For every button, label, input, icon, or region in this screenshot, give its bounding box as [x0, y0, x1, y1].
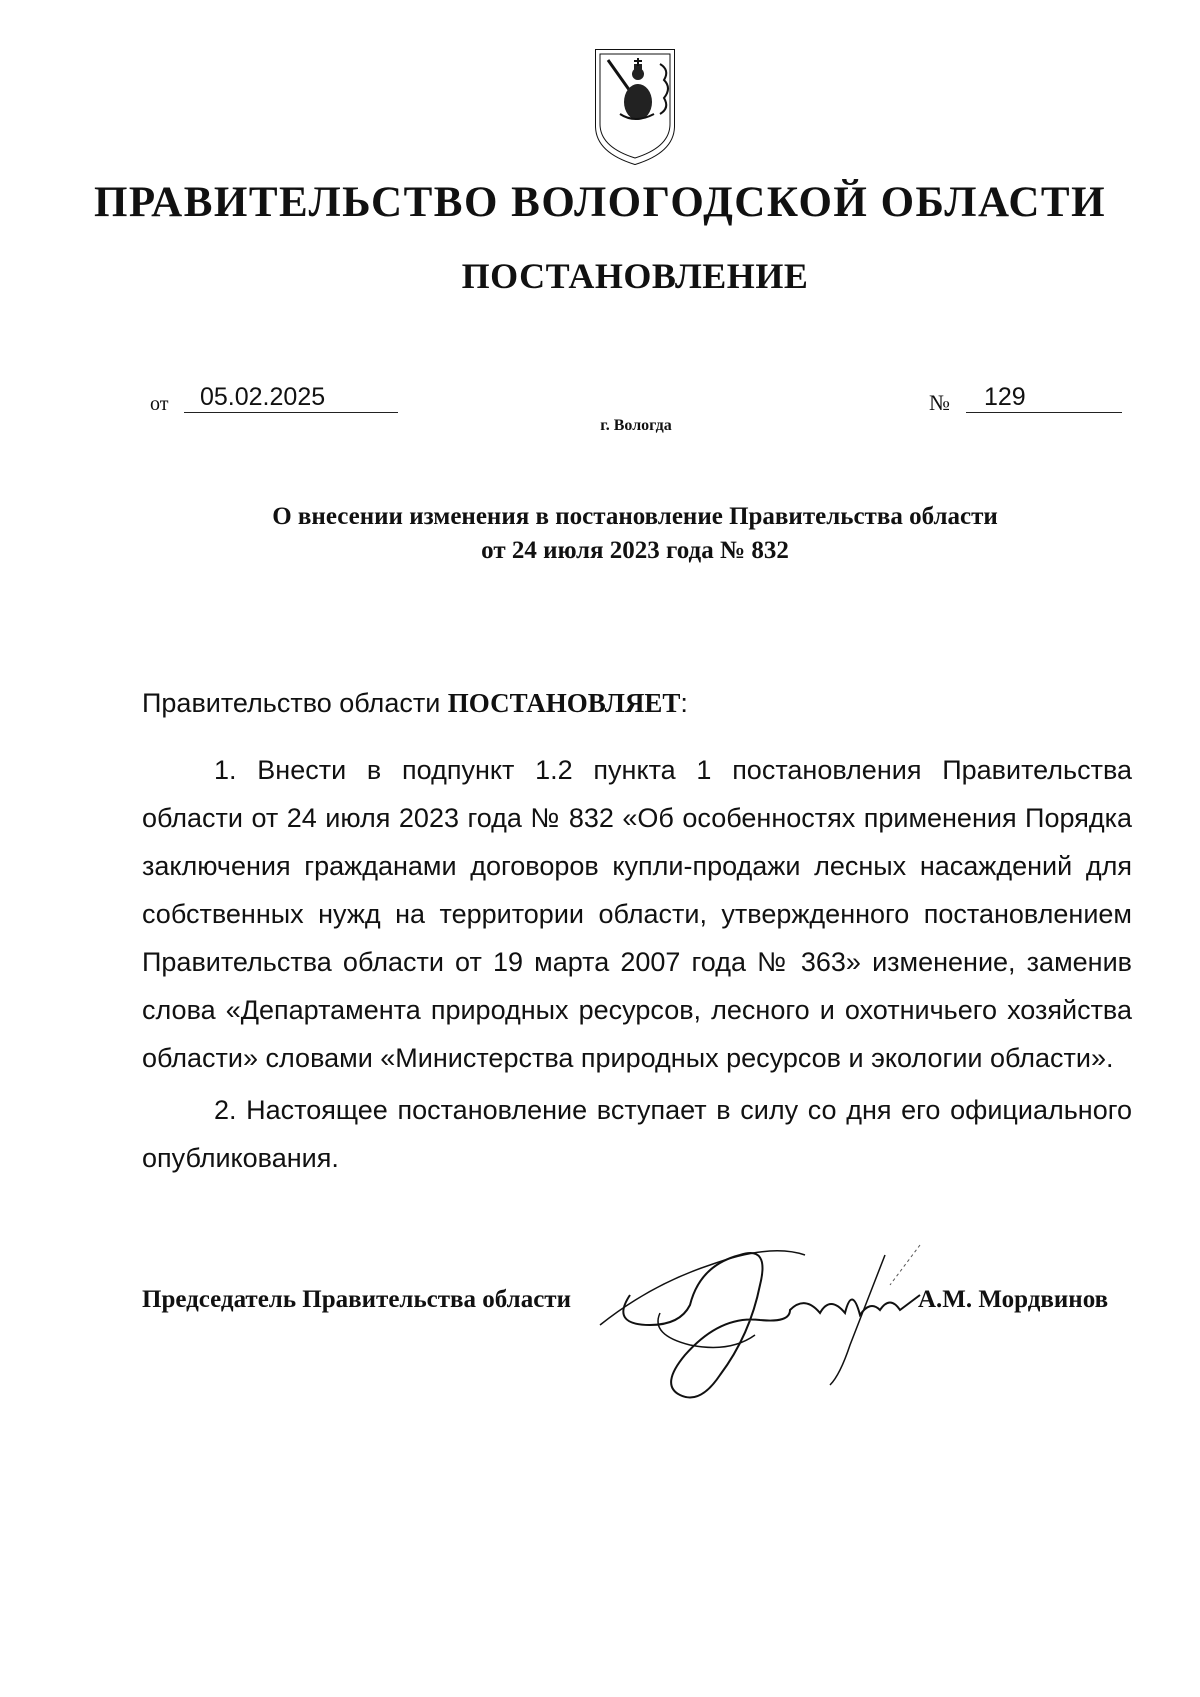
subject-line-1: О внесении изменения в постановление Правительства области — [272, 503, 998, 530]
paragraph-2: 2. Настоящее постановление вступает в силу со дня его официального опубликования. — [142, 1095, 1132, 1173]
paragraph-1: 1. Внести в подпункт 1.2 пункта 1 постановления Правительства области от 24 июля 2023 года № 832 «Об особенностях применения Порядка заключения гражданами договоров купли-продажи лесных насаждений для собственных нужд на территории области, утвержденного постановлением Правительства области от 19 марта 2007 года № 363» изменение, заменив слова «Департамента природных ресурсов, лесного и охотничьего хозяйства области» словами «Министерства природных ресурсов и экологии области». — [142, 755, 1132, 1073]
government-title: ПРАВИТЕЛЬСТВО ВОЛОГОДСКОЙ ОБЛАСТИ — [93, 179, 1107, 226]
number-label: № — [929, 390, 950, 415]
signatory-position: Председатель Правительства области — [142, 1286, 571, 1313]
resolution-intro — [142, 688, 1132, 719]
handwritten-signature-icon — [590, 1225, 950, 1415]
intro-bold: ПОСТАНОВЛЯЕТ — [447, 688, 681, 718]
number-underline — [966, 412, 1122, 413]
document-date: 05.02.2025 — [200, 383, 326, 411]
document-subject — [140, 500, 1130, 568]
document-type: ПОСТАНОВЛЕНИЕ — [461, 256, 809, 296]
signatory-name: А.М. Мордвинов — [918, 1286, 1109, 1313]
date-label: от — [150, 393, 169, 415]
intro-text: Правительство области — [142, 688, 448, 718]
intro-colon: : — [680, 688, 688, 718]
subject-line-2: от 24 июля 2023 года № 832 — [481, 537, 789, 564]
document-number: 129 — [984, 383, 1026, 411]
city: г. Вологда — [600, 417, 672, 434]
date-underline — [184, 412, 398, 413]
vologda-coat-of-arms-icon — [590, 44, 680, 168]
